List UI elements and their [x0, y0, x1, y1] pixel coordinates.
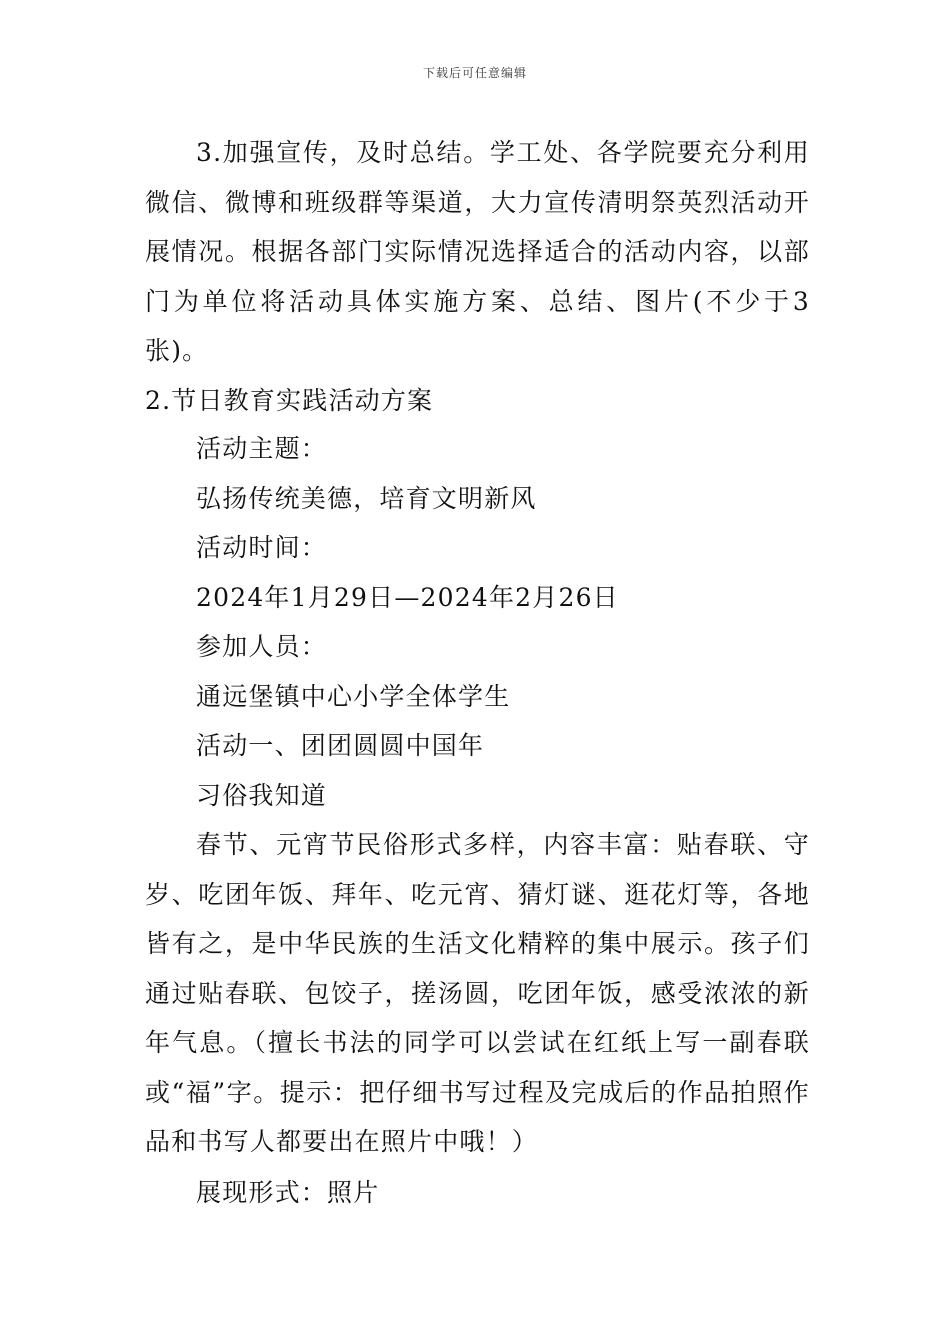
publicity-paragraph: 3.加强宣传，及时总结。学工处、各学院要充分利用微信、微博和班级群等渠道，大力宣传清明祭英烈活动开展情况。根据各部门实际情况选择适合的活动内容，以部门为单位将活动具体实施方案、总结、图片(不少于3张)。 [145, 138, 810, 365]
document-body-bottom [145, 1168, 810, 1218]
participants-label: 参加人员： [196, 632, 328, 661]
time-value: 2024年1月29日—2024年2月26日 [196, 582, 619, 612]
participants-value: 通远堡镇中心小学全体学生 [196, 681, 511, 711]
time-label: 活动时间： [196, 533, 328, 562]
activity-plan [145, 424, 810, 1167]
document-body-top [145, 128, 810, 425]
section-title: 2.节日教育实践活动方案 [145, 385, 434, 415]
header-note: 下载后可任意编辑 [422, 66, 527, 80]
theme-value: 弘扬传统美德，培育文明新风 [196, 483, 537, 513]
customs-paragraph: 春节、元宵节民俗形式多样，内容丰富：贴春联、守岁、吃团年饭、拜年、吃元宵、猜灯谜、逛花灯等，各地皆有之，是中华民族的生活文化精粹的集中展示。孩子们通过贴春联、包饺子，搓汤圆，吃团年饭，感受浓浓的新年气息。（擅长书法的同学可以尝试在红纸上写一副春联或“福”字。提示：把仔细书写过程及完成后的作品拍照作品和书写人都要出在照片中哦！） [145, 830, 810, 1156]
activity-one-title: 活动一、团团圆圆中国年 [196, 731, 485, 760]
customs-title: 习俗我知道 [196, 780, 328, 810]
theme-label: 活动主题： [196, 434, 328, 463]
display-form: 展现形式：照片 [196, 1178, 380, 1207]
